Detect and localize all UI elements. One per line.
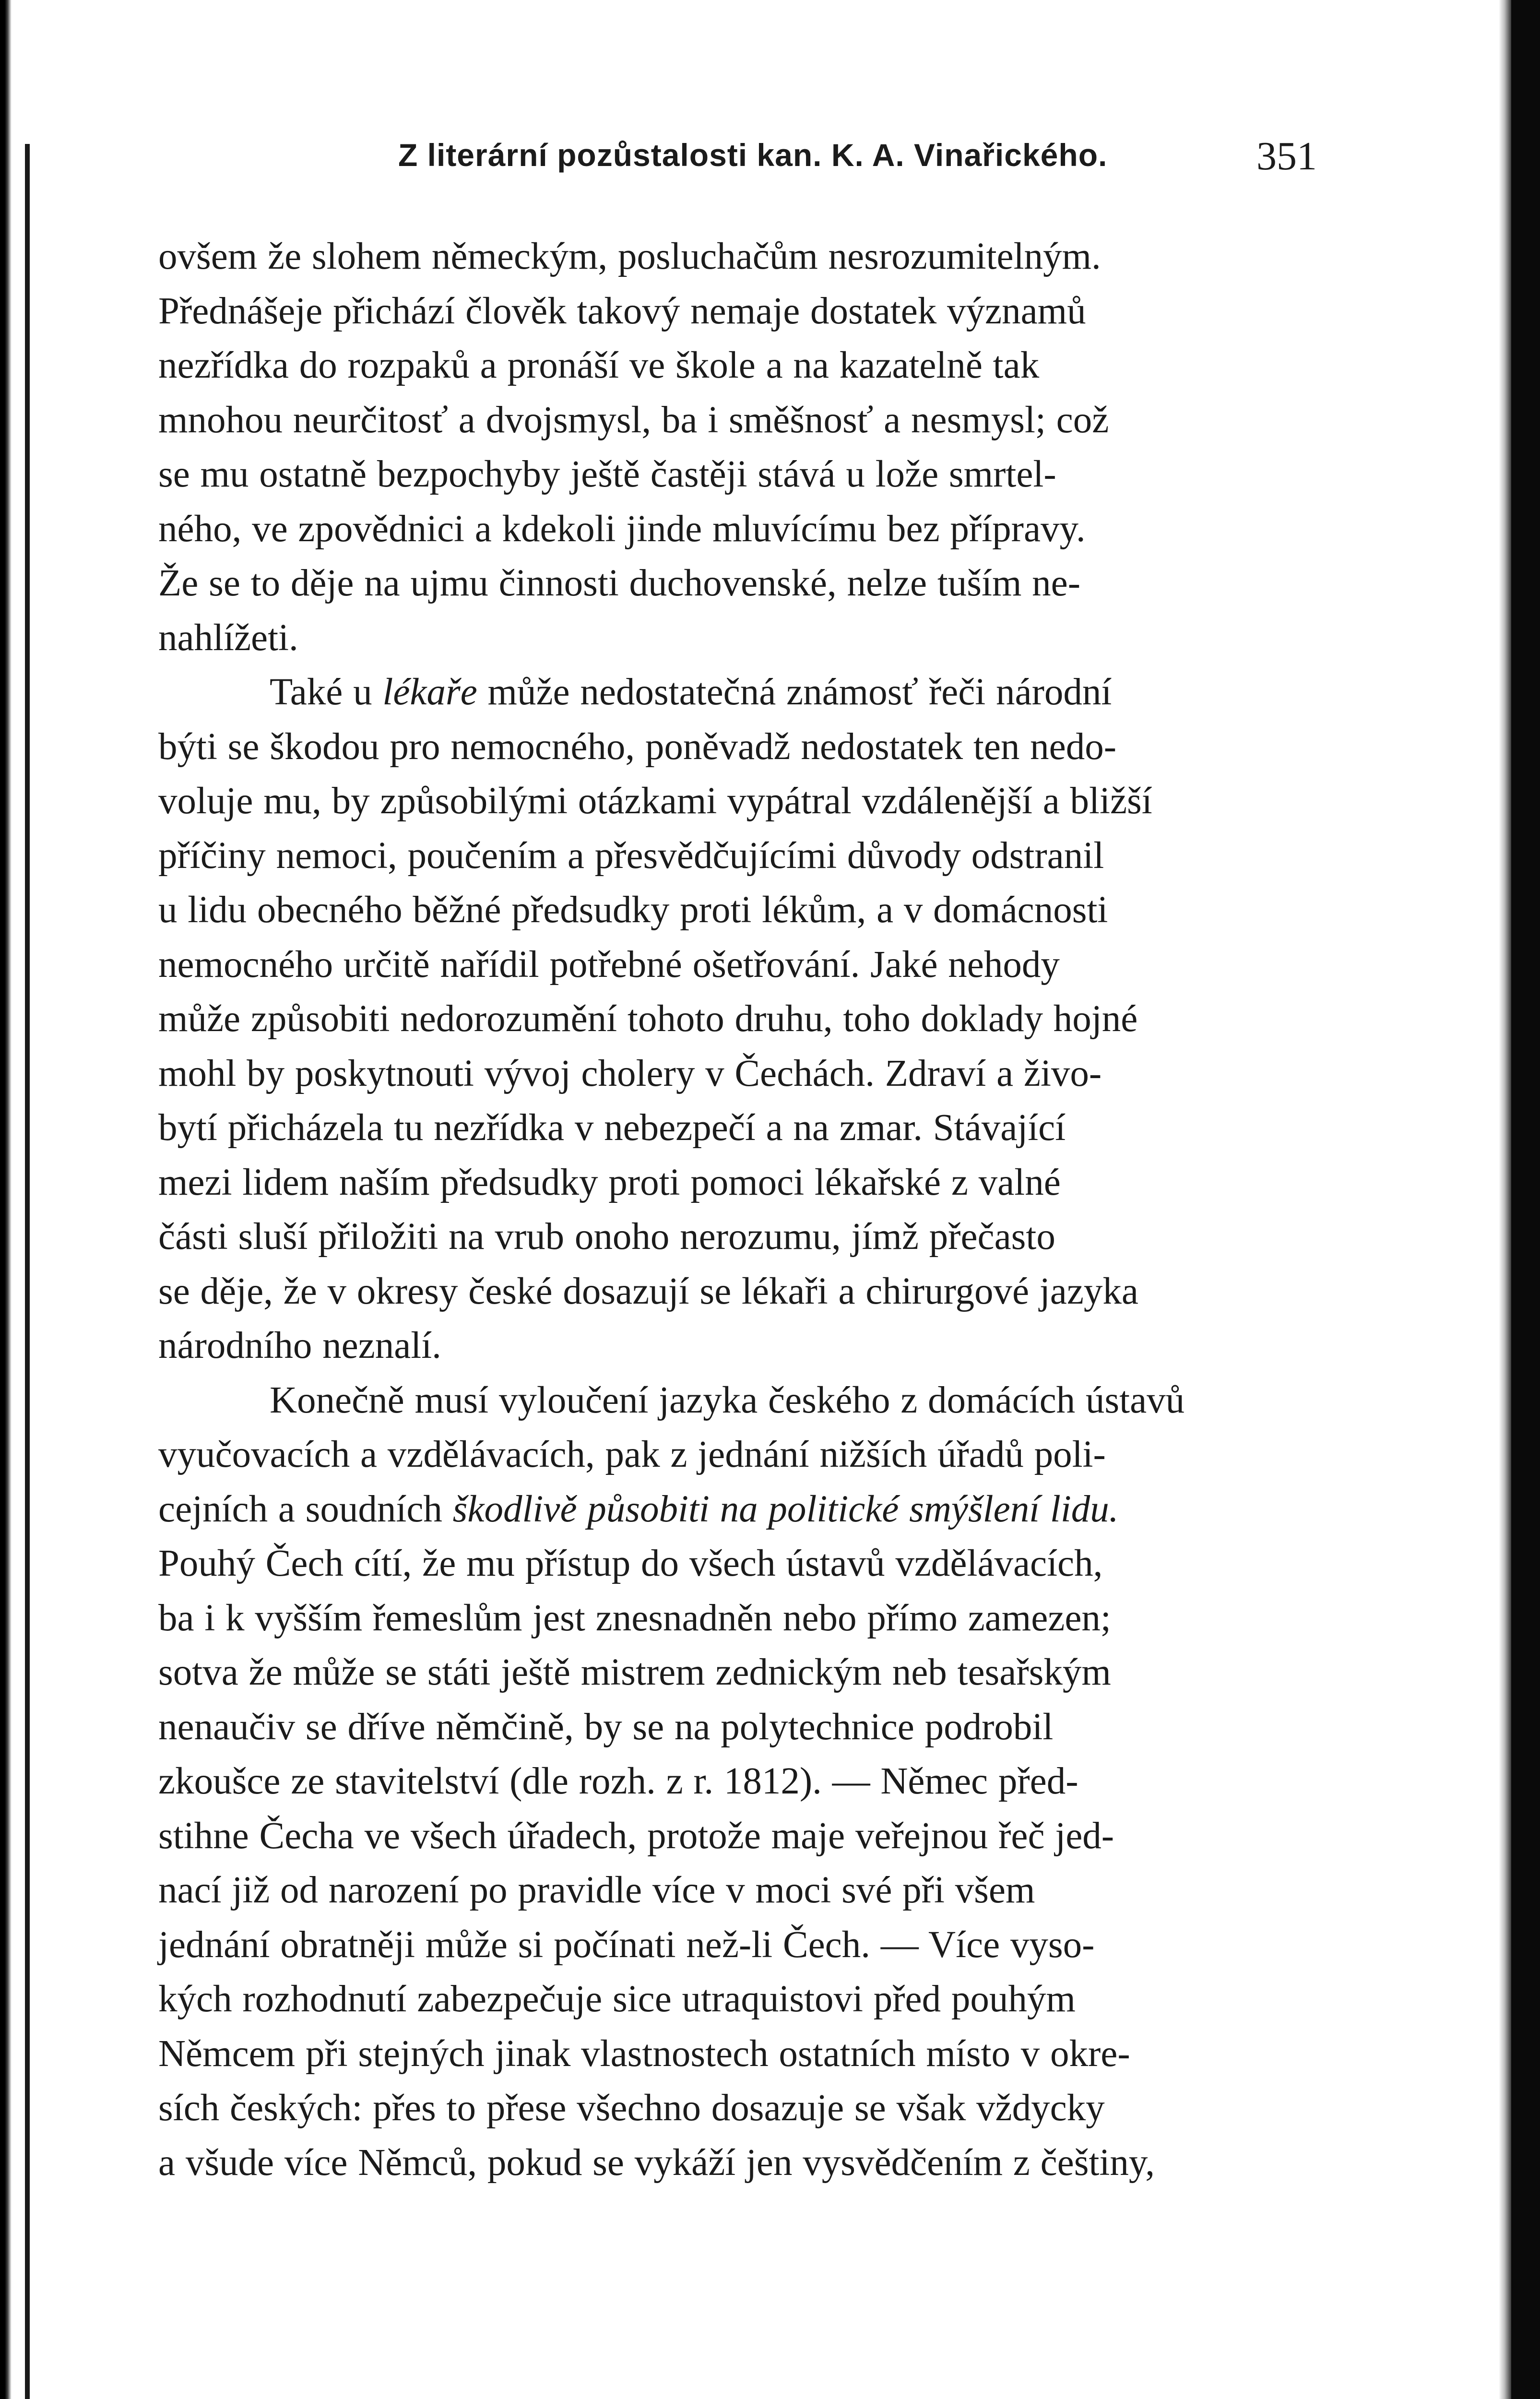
text-run: může nedostatečná známosť řeči národní býti se škodou pro nemocného, poněvadž nedostatek ten nedo- voluje mu, by způsobilými otázkami vypátral vzdálenější a bližší příčiny nemoci, poučením a přesvědčujícími důvody odstranil u lidu obecného běžné předsudky proti lékům, a v domácnosti nemocného určitě nařídil potřebné ošetřování. Jaké nehody může způsobiti nedorozumění tohoto druhu, toho doklady hojné mohl by poskytnouti vývoj cholery v Čechách. Zdraví a živo- bytí přicházela tu nezřídka v nebezpečí a na zmar. Stávající mezi lidem naším předsudky proti pomoci lékařské z valné části sluší přiložiti na vrub onoho nerozumu, jímž přečasto se děje, že v okresy české dosazují se lékaři a chirurgové jazyka národního neznalí. (158, 671, 1152, 1366)
paragraph (158, 229, 1316, 665)
text-run: Také u (270, 671, 383, 713)
text-run: ovšem že slohem německým, posluchačům nesrozumitelným. Přednášeje přichází člověk takový nemaje dostatek významů nezřídka do rozpaků a pronáší ve škole a na kazatelně tak mnohou neurčitosť a dvojsmysl, ba i směšnosť a nesmysl; což se mu ostatně bezpochyby ještě častěji stává u lože smrtel- ného, ve zpovědnici a kdekoli jinde mluvícímu bez přípravy. Že se to děje na ujmu činnosti duchovenské, nelze tuším ne- nahlížeti. (158, 236, 1109, 659)
scan-right-edge (1511, 0, 1540, 2399)
text-run: Konečně musí vyloučení jazyka českého z domácích ústavů vyučovacích a vzdělávacích, pak z jednání nižších úřadů poli- cejních a soudních (158, 1379, 1185, 1530)
scan-left-rule (25, 144, 30, 2399)
text-run: Pouhý Čech cítí, že mu přístup do všech ústavů vzdělávacích, ba i k vyšším řemeslům jest znesnadněn nebo přímo zamezen; sotva že může se státi ještě mistrem zednickým neb tesařským nenaučiv se dříve němčině, by se na polytechnice podrobil zkoušce ze stavitelství (dle rozh. z r. 1812). — Němec před- stihne Čecha ve všech úřadech, protože maje veřejnou řeč jed- nací již od narození po pravidle více v moci své při všem jednání obratněji může si počínati než-li Čech. — Více vyso- kých rozhodnutí zabezpečuje sice utraquistovi před pouhým Němcem při stejných jinak vlastnostech ostatních místo v okre- sích českých: přes to přese všechno dosazuje se však vždycky a všude více Němců, pokud se vykáží jen vysvědčením z češtiny, (158, 1543, 1155, 2184)
body-text (158, 229, 1316, 2190)
scan-left-edge (0, 0, 12, 2399)
scan-right-shadow (1499, 0, 1511, 2399)
running-title: Z literární pozůstalosti kan. K. A. Vinařického. (398, 137, 1108, 173)
page-header (161, 127, 1317, 194)
paragraph (158, 1373, 1316, 2190)
italic-phrase: lékaře (382, 671, 477, 713)
italic-phrase: škodlivě působiti na politické smýšlení lidu. (452, 1488, 1119, 1530)
page-number: 351 (1256, 134, 1317, 178)
paragraph (158, 665, 1316, 1373)
